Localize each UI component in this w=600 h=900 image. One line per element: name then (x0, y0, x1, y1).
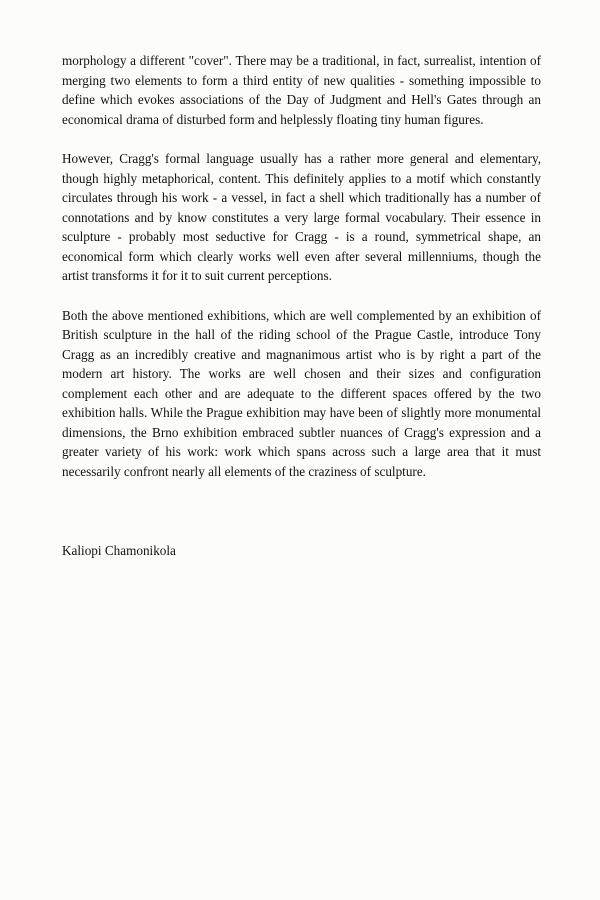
paragraph-2: However, Cragg's formal language usually has a rather more general and elementary, though highly metaphorical, content. This definitely applies to a motif which constantly circulates through his work - a vessel, in fact a shell which traditionally has a number of connotations and by know constitutes a very large formal vocabulary. Their essence in sculpture - probably most seductive for Cragg - is a round, symmetrical shape, an economical form which clearly works well even after several millenniums, though the artist transforms it for it to suit current perceptions. (62, 151, 541, 283)
author-name: Kaliopi Chamonikola (62, 543, 176, 558)
paragraph-1: morphology a different "cover". There may be a traditional, in fact, surrealist, intention of merging two elements to form a third entity of new qualities - something impossible to define which evokes associations of the Day of Judgment and Hell's Gates through an economical drama of disturbed form and helplessly floating tiny human figures. (62, 53, 541, 127)
paragraph-3: Both the above mentioned exhibitions, which are well complemented by an exhibition of British sculpture in the hall of the riding school of the Prague Castle, introduce Tony Cragg as an incredibly creative and magnanimous artist who is by right a part of the modern art history. The works are well chosen and their sizes and configuration complement each other and are adequate to the different spaces offered by the two exhibition halls. While the Prague exhibition may have been of slightly more monumental dimensions, the Brno exhibition embraced subtler nuances of Cragg's expression and a greater variety of his work: work which spans across such a large area that it must necessarily confront nearly all elements of the craziness of sculpture. (62, 307, 541, 479)
article-body (62, 51, 541, 481)
